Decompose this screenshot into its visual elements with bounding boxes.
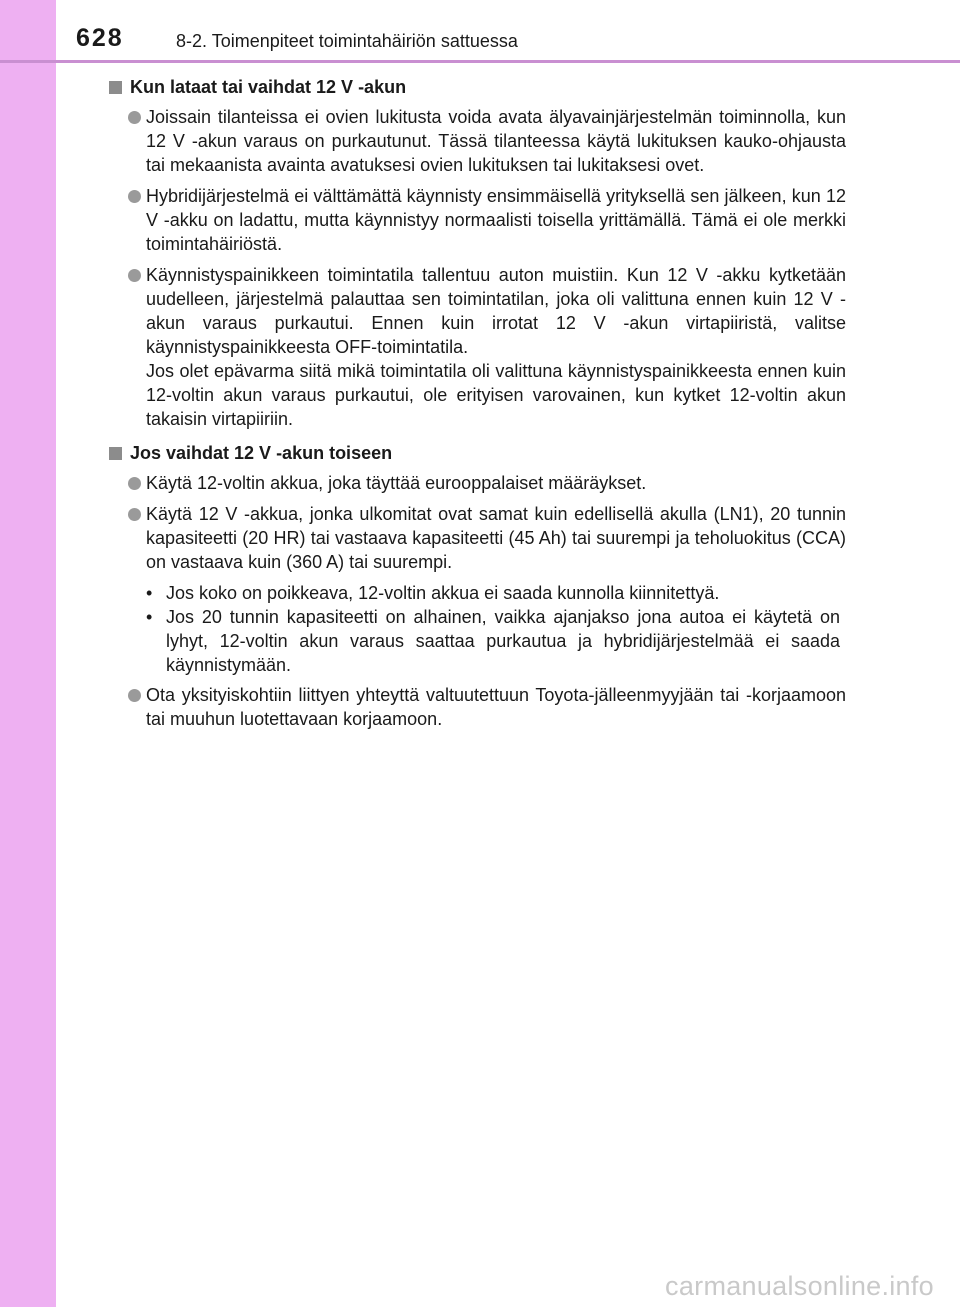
paragraph: Joissain tilanteissa ei ovien lukitusta voida avata älyavainjärjestelmän toiminnolla, kun 12 V -akun varaus on purkautunut. Tässä tilanteessa käytä lukituksen kauko-ohjausta tai mekaanista avainta avatuksesi ovien lukituksen tai lukitaksesi ovet.: [146, 107, 846, 175]
round-bullet-icon: [128, 689, 141, 702]
paragraph: Käynnistyspainikkeen toimintatila tallentuu auton muistiin. Kun 12 V -akku kytketään uudelleen, järjestelmä palauttaa sen toimintatilan, joka oli valittuna ennen kuin 12 V -akun varaus purkautui. Ennen kuin irrotat 12 V -akun virtapiiristä, valitse käynnistyspainikkeesta OFF-toimintatila.: [146, 265, 846, 357]
header-rule: [0, 60, 960, 63]
sub-list: [109, 581, 846, 677]
list-item: [109, 105, 846, 177]
page-number: 628: [76, 24, 124, 52]
list-item: [109, 263, 846, 431]
sub-item-text: Jos 20 tunnin kapasiteetti on alhainen, vaikka ajanjakso jona autoa ei käytetä on lyhyt, 12-voltin akun varaus saattaa purkautua ja hybridijärjestelmää ei saada käynnistymään.: [166, 607, 840, 675]
round-bullet-icon: [128, 477, 141, 490]
sub-list-item: [146, 581, 840, 605]
section-heading-text: Kun lataat tai vaihdat 12 V -akun: [130, 77, 407, 97]
square-bullet-icon: [109, 81, 122, 94]
round-bullet-icon: [128, 508, 141, 521]
dot-bullet-icon: •: [146, 583, 153, 603]
section-heading-text: Jos vaihdat 12 V -akun toiseen: [130, 443, 393, 463]
list-item: [109, 184, 846, 256]
sub-item-text: Jos koko on poikkeava, 12-voltin akkua ei saada kunnolla kiinnitettyä.: [166, 583, 720, 603]
side-color-band: [0, 0, 56, 1307]
paragraph: Käytä 12 V -akkua, jonka ulkomitat ovat samat kuin edellisellä akulla (LN1), 20 tunnin kapasiteetti (20 HR) tai vastaava kapasiteetti (45 Ah) tai suurempi ja teholuokitus (CCA) on vastaava kuin (360 A) tai suurempi.: [146, 504, 846, 572]
round-bullet-icon: [128, 269, 141, 282]
round-bullet-icon: [128, 111, 141, 124]
round-bullet-icon: [128, 190, 141, 203]
sub-list-item: [146, 605, 840, 677]
page-content: [109, 75, 846, 738]
section-heading-replacing: [109, 441, 846, 465]
paragraph: Hybridijärjestelmä ei välttämättä käynnisty ensimmäisellä yrityksellä sen jälkeen, kun 12 V -akku on ladattu, mutta käynnistyy normaalisti toisella yrittämällä. Tämä ei ole merkki toimintahäiriöstä.: [146, 186, 846, 254]
paragraph: Ota yksityiskohtiin liittyen yhteyttä valtuutettuun Toyota-jälleenmyyjään tai -korjaamoon tai muuhun luotettavaan korjaamoon.: [146, 685, 846, 729]
paragraph: Käytä 12-voltin akkua, joka täyttää eurooppalaiset määräykset.: [146, 473, 647, 493]
list-item: [109, 502, 846, 574]
square-bullet-icon: [109, 447, 122, 460]
list-item: [109, 471, 846, 495]
dot-bullet-icon: •: [146, 607, 153, 627]
list-item: [109, 683, 846, 731]
watermark: carmanualsonline.info: [665, 1271, 934, 1301]
paragraph-continued: Jos olet epävarma siitä mikä toimintatila oli valittuna käynnistyspainikkeesta ennen kuin 12-voltin akun varaus purkautui, ole erityisen varovainen, kun kytket 12-voltin akun takaisin virtapiiriin.: [146, 361, 846, 429]
chapter-title: 8-2. Toimenpiteet toimintahäiriön sattuessa: [176, 31, 518, 51]
section-heading-charging: [109, 75, 846, 99]
